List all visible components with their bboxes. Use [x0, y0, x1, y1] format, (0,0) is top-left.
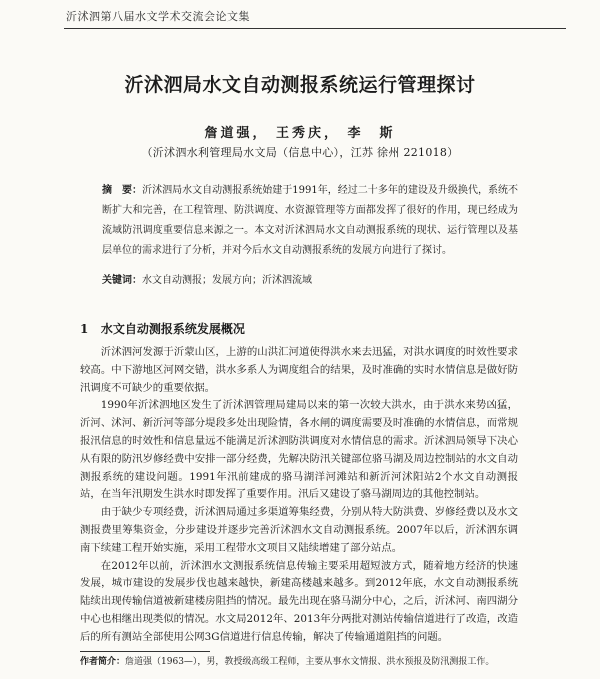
abstract	[102, 181, 518, 261]
body-text	[80, 344, 518, 647]
keywords-label: 关键词：	[102, 275, 142, 286]
running-head: 沂沭泗第八届水文学术交流会论文集	[66, 10, 250, 23]
footnote	[80, 656, 520, 668]
footnote-rule	[80, 651, 210, 652]
section-heading	[80, 320, 245, 337]
keywords-text: 水文自动测报；发展方向；沂沭泗流域	[142, 275, 312, 286]
footnote-text: 詹道强（1963—），男，教授级高级工程师，主要从事水文情报、洪水预报及防汛测报工作。	[125, 657, 495, 667]
abstract-text: 沂沭泗局水文自动测报系统始建于1991年，经过二十多年的建设及升级换代，系统不断扩大和完善，在工程管理、防洪调度、水资源管理等方面都发挥了很好的作用，现已经成为流域防汛调度重要信息来源之一。本文对沂沭泗局水文自动测报系统的现状、运行管理以及基层单位的需求进行了分析，并对今后水文自动测报系统的发展方向进行了探讨。	[102, 185, 519, 256]
keywords	[102, 274, 518, 288]
paragraph: 1990年沂沭泗地区发生了沂沭泗管理局建局以来的第一次较大洪水，由于洪水来势凶猛，沂河、沭河、新沂河等部分堤段多处出现险情，各水闸的调度需要及时准确的水情信息，而常规报汛信息的时效性和信息量远不能满足沂沭泗防洪调度对水情信息的需求。沂沭泗局领导下决心从有限的防汛岁修经费中安排一部分经费，先解决防汛关键部位骆马湖及周边控制站的水文自动测报系统的建设问题。1991年汛前建成的骆马湖洋河滩站和新沂河沭阳站2个水文自动测报站，在当年汛期发生洪水时即发挥了重要作用。汛后又建设了骆马湖周边的其他控制站。	[80, 399, 518, 501]
paragraph: 沂沭泗河发源于沂蒙山区，上游的山洪汇河道使得洪水来去迅猛，对洪水调度的时效性要求较高。中下游地区河网交错，洪水多系人为调度组合的结果，及时准确的实时水情信息是做好防汛调度不可缺少的重要依据。	[80, 346, 518, 394]
abstract-label: 摘 要：	[102, 185, 143, 196]
footnote-label: 作者简介：	[80, 657, 126, 667]
header-rule	[64, 28, 566, 29]
paragraph: 在2012年以前，沂沭泗水文测报系统信息传输主要采用超短波方式，随着地方经济的快速发展，城市建设的发展步伐也越来越快，新建高楼越来越多。到2012年底，水文自动测报系统陆续出现传输信道被新建楼房阻挡的情况。最先出现在骆马湖分中心，之后，沂沭河、南四湖分中心也相继出现类似的情况。水文局2012年、2013年分两批对测站传输信道进行了改造，改造后的所有测站全部使用公网3G信道进行信息传输，解决了传输通道阻挡的问题。	[80, 559, 518, 643]
section-number: 1	[80, 322, 89, 336]
author-list: 詹道强， 王秀庆， 李 斯	[204, 126, 396, 141]
affiliation: （沂沭泗水利管理局水文局（信息中心），江苏 徐州 221018）	[141, 146, 459, 159]
section-title: 水文自动测报系统发展概况	[100, 322, 245, 336]
paragraph: 由于缺少专项经费，沂沭泗局通过多渠道筹集经费，分别从特大防洪费、岁修经费以及水文测报费里筹集资金，分步建设并逐步完善沂沭泗水文自动测报系统。2007年以后，沂沭泗东调南下续建工程开始实施，采用工程带水文项目又陆续增建了部分站点。	[80, 506, 518, 554]
paper-title: 沂沭泗局水文自动测报系统运行管理探讨	[124, 74, 476, 96]
